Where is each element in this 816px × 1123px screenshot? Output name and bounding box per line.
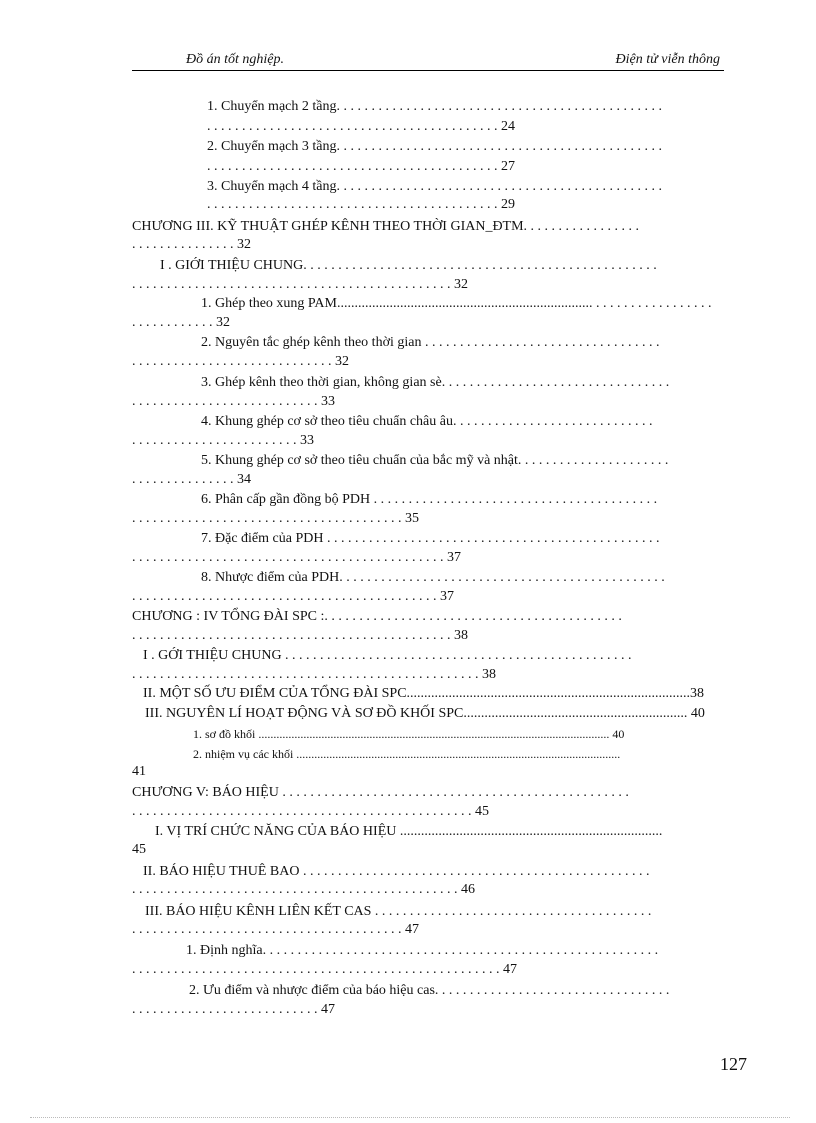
toc-entry-continuation xyxy=(132,275,724,295)
toc-entry-continuation xyxy=(132,470,724,490)
toc-entry[interactable] xyxy=(201,529,724,549)
toc-entry-continuation xyxy=(132,665,724,685)
toc-entry-continuation xyxy=(132,548,724,568)
toc-entry-continuation xyxy=(207,195,724,215)
toc-entry-continuation xyxy=(132,802,724,822)
toc-entry-line2: . . . . . . . . . . . . . . . . . . . . . . . . . . . . . . . . . . . . . . . . . . 24 xyxy=(207,119,515,134)
toc-entry-line2: . . . . . . . . . . . . . . . . . . . . . . . . 33 xyxy=(132,433,314,448)
toc-entry[interactable] xyxy=(193,744,705,764)
toc-entry-line1: III. BÁO HIỆU KÊNH LIÊN KẾT CAS . . . . . . . . . . . . . . . . . . . . . . . . . . . . . . . . . . . . . . . . xyxy=(145,904,652,919)
toc-entry-line2: . . . . . . . . . . . . . . . . . . . . . . . . . . . . . . . . . . . . . . . . . . 27 xyxy=(207,159,515,174)
toc-entry-line1: 8. Nhược điểm của PDH. . . . . . . . . . . . . . . . . . . . . . . . . . . . . . . . . . . . . . . . . . . . . . . xyxy=(201,570,665,585)
header-right-title: Điện tử viễn thông xyxy=(615,52,720,67)
toc-entry-continuation xyxy=(132,509,724,529)
toc-entry[interactable] xyxy=(201,568,724,588)
toc-entry[interactable] xyxy=(207,97,724,117)
toc-section-entry[interactable] xyxy=(143,862,724,882)
toc-entry-line1: 1. Ghép theo xung PAM......................................................................... . . . . . . . . . . . . . . . . . xyxy=(201,296,712,311)
toc-entry-line2: 45 xyxy=(132,842,146,857)
toc-entry[interactable] xyxy=(186,941,724,961)
toc-entry-line2: . . . . . . . . . . . . . . . . . . . . . . . . . . . . . . . . . . . . . . . . . . . . . . . . . . 38 xyxy=(132,667,496,682)
toc-entry-line2: . . . . . . . . . . . . . . . . . . . . . . . . . . . . . . . . . . . . . . . . . . . . . . . . . . . . . 47 xyxy=(132,962,517,977)
toc-entry[interactable] xyxy=(201,490,724,510)
toc-chapter-entry[interactable] xyxy=(132,217,724,237)
toc-section-entry[interactable] xyxy=(160,256,724,276)
toc-entry-line1: 2. nhiệm vụ các khối ............................................................................................................ xyxy=(193,747,621,761)
toc-entry-line2: . . . . . . . . . . . . . . . . . . . . . . . . . . . . . . . . . . . . . . . 47 xyxy=(132,922,419,937)
toc-entry-line2: . . . . . . . . . . . . . . . . . . . . . . . . . . . . . . . . . . . . . . . . . . . . . . 38 xyxy=(132,628,468,643)
toc-section-entry[interactable] xyxy=(143,646,724,666)
toc-section-entry[interactable] xyxy=(145,704,723,724)
toc-entry-line2: . . . . . . . . . . . . . . . . . . . . . . . . . . . . . . . . . . . . . . . 35 xyxy=(132,511,419,526)
toc-entry-line2: . . . . . . . . . . . . . . . . . . . . . . . . . . . . . 32 xyxy=(132,354,349,369)
toc-entry-line1: 2. Nguyên tắc ghép kênh theo thời gian . . . . . . . . . . . . . . . . . . . . . . . . . . . . . . . . . . xyxy=(201,335,660,350)
toc-entry-continuation xyxy=(207,117,724,137)
toc-entry-continuation xyxy=(132,313,724,333)
toc-entry-line2: . . . . . . . . . . . . . . . . . . . . . . . . . . . . . . . . . . . . . . . . . . . . 37 xyxy=(132,589,454,604)
toc-chapter-entry[interactable] xyxy=(132,783,724,803)
toc-entry-line1: II. MỘT SỐ ƯU ĐIỂM CỦA TỔNG ĐÀI SPC.................................................................................38 xyxy=(143,686,705,701)
running-header xyxy=(132,50,724,71)
toc-entry-continuation xyxy=(132,235,724,255)
toc-entry-line1: 6. Phân cấp gần đồng bộ PDH . . . . . . . . . . . . . . . . . . . . . . . . . . . . . . . . . . . . . . . . . xyxy=(201,492,658,507)
toc-entry-line2: . . . . . . . . . . . . . . . . . . . . . . . . . . . . . . . . . . . . . . . . . . . . . . . 46 xyxy=(132,882,475,897)
toc-entry-continuation xyxy=(132,840,724,860)
toc-entry[interactable] xyxy=(207,137,724,157)
toc-entry-line2: . . . . . . . . . . . . . . . . . . . . . . . . . . . 33 xyxy=(132,394,335,409)
toc-section-entry[interactable] xyxy=(143,684,723,704)
toc-entry-line1: 1. sơ đồ khối ..................................................................................................................... 40 xyxy=(193,727,625,741)
toc-entry-line2: 41 xyxy=(132,764,146,779)
toc-chapter-entry[interactable] xyxy=(132,607,724,627)
toc-entry[interactable] xyxy=(201,451,724,471)
toc-entry-continuation xyxy=(132,626,724,646)
toc-entry-continuation xyxy=(132,431,724,451)
toc-entry-line1: I . GỚI THIỆU CHUNG . . . . . . . . . . . . . . . . . . . . . . . . . . . . . . . . . . . . . . . . . . . . . . . . . . xyxy=(143,648,632,663)
header-left-title: Đồ án tốt nghiệp. xyxy=(186,52,284,67)
toc-entry-line1: I. VỊ TRÍ CHỨC NĂNG CỦA BÁO HIỆU ........................................................................... xyxy=(155,824,663,839)
toc-entry-line1: 1. Định nghĩa. . . . . . . . . . . . . . . . . . . . . . . . . . . . . . . . . . . . . . . . . . . . . . . . . . . . . . . . . xyxy=(186,943,659,958)
toc-entry-line2: . . . . . . . . . . . . 32 xyxy=(132,315,230,330)
toc-entry-line2: . . . . . . . . . . . . . . . . . . . . . . . . . . . . . . . . . . . . . . . . . . 29 xyxy=(207,197,515,212)
toc-entry[interactable] xyxy=(201,333,724,353)
toc-entry-line1: CHƯƠNG : IV TỔNG ĐÀI SPC :. . . . . . . . . . . . . . . . . . . . . . . . . . . . . . . . . . . . . . . . . . . xyxy=(132,609,622,624)
toc-entry-continuation xyxy=(132,880,724,900)
toc-entry-line1: 2. Ưu điểm và nhược điểm của báo hiệu cas. . . . . . . . . . . . . . . . . . . . . . . . . . . . . . . . . . xyxy=(189,983,670,998)
footer-divider xyxy=(30,1117,790,1118)
toc-entry-continuation xyxy=(132,352,724,372)
toc-entry-line2: . . . . . . . . . . . . . . . 32 xyxy=(132,237,251,252)
toc-entry-continuation xyxy=(132,960,724,980)
toc-entry-line1: I . GIỚI THIỆU CHUNG. . . . . . . . . . . . . . . . . . . . . . . . . . . . . . . . . . . . . . . . . . . . . . . . . . . xyxy=(160,258,657,273)
toc-entry-line1: 3. Ghép kênh theo thời gian, không gian sè. . . . . . . . . . . . . . . . . . . . . . . . . . . . . . . . . xyxy=(201,375,670,390)
toc-entry-line1: CHƯƠNG V: BÁO HIỆU . . . . . . . . . . . . . . . . . . . . . . . . . . . . . . . . . . . . . . . . . . . . . . . . . . xyxy=(132,785,629,800)
toc-entry[interactable] xyxy=(193,724,723,744)
toc-entry[interactable] xyxy=(201,294,724,314)
toc-entry-continuation xyxy=(132,920,724,940)
toc-section-entry[interactable] xyxy=(145,902,724,922)
toc-entry-line1: 7. Đặc điểm của PDH . . . . . . . . . . . . . . . . . . . . . . . . . . . . . . . . . . . . . . . . . . . . . . . . xyxy=(201,531,660,546)
toc-entry-line1: CHƯƠNG III. KỸ THUẬT GHÉP KÊNH THEO THỜI GIAN_ĐTM. . . . . . . . . . . . . . . . . xyxy=(132,219,640,234)
toc-entry-line1: III. NGUYÊN LÍ HOẠT ĐỘNG VÀ SƠ ĐỒ KHỐI SPC................................................................ 40 xyxy=(145,706,705,721)
toc-entry-continuation xyxy=(132,392,724,412)
toc-entry-line1: 5. Khung ghép cơ sở theo tiêu chuẩn của bắc mỹ và nhật. . . . . . . . . . . . . . . . . . . . . . xyxy=(201,453,669,468)
toc-entry[interactable] xyxy=(201,373,724,393)
toc-entry-line2: . . . . . . . . . . . . . . . . . . . . . . . . . . . . . . . . . . . . . . . . . . . . . . 32 xyxy=(132,277,468,292)
toc-entry-line2: . . . . . . . . . . . . . . . . . . . . . . . . . . . . . . . . . . . . . . . . . . . . . . . . . 45 xyxy=(132,804,489,819)
toc-entry-continuation xyxy=(207,157,724,177)
toc-entry[interactable] xyxy=(207,177,724,197)
toc-entry-line1: 3. Chuyển mạch 4 tầng. . . . . . . . . . . . . . . . . . . . . . . . . . . . . . . . . . . . . . . . . . . . . . . xyxy=(207,179,662,194)
toc-entry-continuation xyxy=(132,1000,724,1020)
toc-entry-line1: 1. Chuyển mạch 2 tầng. . . . . . . . . . . . . . . . . . . . . . . . . . . . . . . . . . . . . . . . . . . . . . . xyxy=(207,99,662,114)
toc-entry-line2: . . . . . . . . . . . . . . . . . . . . . . . . . . . . . . . . . . . . . . . . . . . . . 37 xyxy=(132,550,461,565)
toc-entry-line1: 4. Khung ghép cơ sở theo tiêu chuẩn châu âu. . . . . . . . . . . . . . . . . . . . . . . . . . . . . xyxy=(201,414,653,429)
toc-entry[interactable] xyxy=(201,412,724,432)
toc-entry-line2: . . . . . . . . . . . . . . . . . . . . . . . . . . . 47 xyxy=(132,1002,335,1017)
page-number: 127 xyxy=(720,1054,747,1074)
toc-entry-continuation xyxy=(132,587,724,607)
toc-entry-continuation xyxy=(132,762,724,782)
toc-entry-line1: 2. Chuyển mạch 3 tầng. . . . . . . . . . . . . . . . . . . . . . . . . . . . . . . . . . . . . . . . . . . . . . . xyxy=(207,139,662,154)
toc-entry-line1: II. BÁO HIỆU THUÊ BAO . . . . . . . . . . . . . . . . . . . . . . . . . . . . . . . . . . . . . . . . . . . . . . . . . . xyxy=(143,864,650,879)
toc-entry-line2: . . . . . . . . . . . . . . . 34 xyxy=(132,472,251,487)
toc-entry[interactable] xyxy=(189,981,724,1001)
toc-section-entry[interactable] xyxy=(155,822,705,842)
